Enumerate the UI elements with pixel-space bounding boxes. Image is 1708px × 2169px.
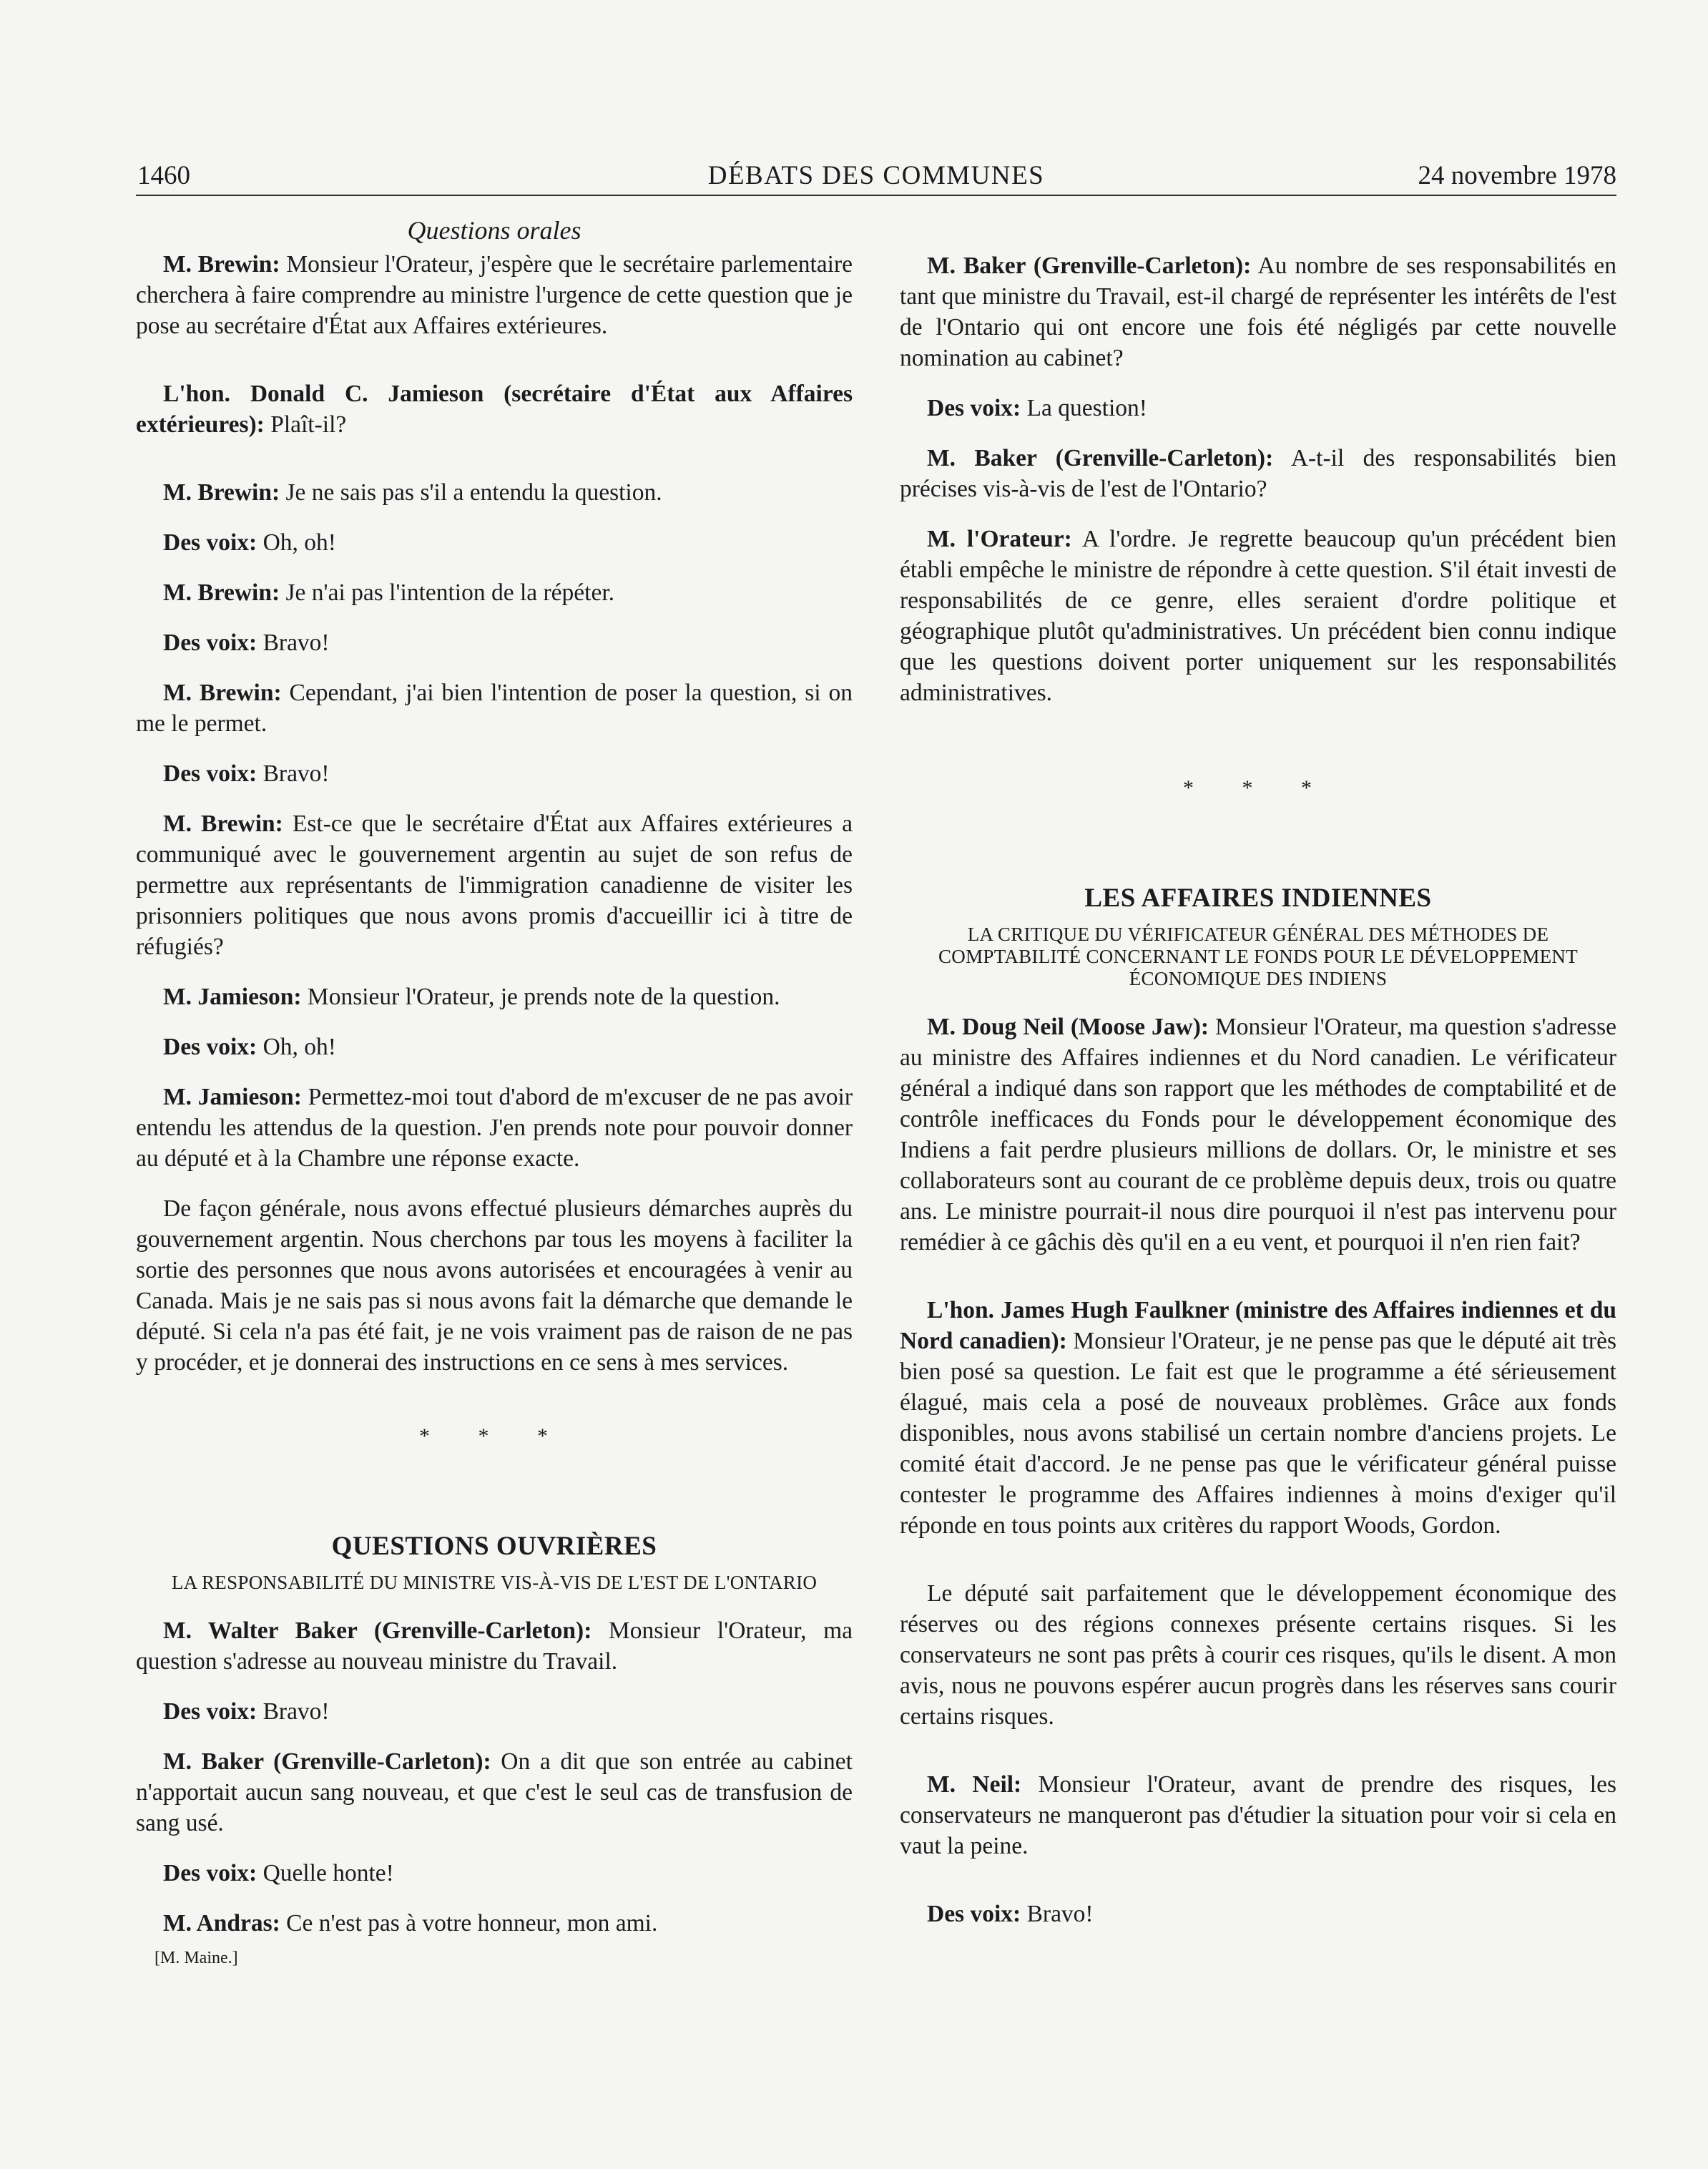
paragraph <box>136 1858 853 1889</box>
speaker: M. Baker (Grenville-Carleton): <box>927 253 1252 279</box>
speech-text: Cependant, j'ai bien l'intention de poser la question, si on me le permet. <box>136 680 853 737</box>
speaker: Des voix: <box>163 1034 257 1060</box>
paragraph <box>136 627 853 658</box>
speech-text: Bravo! <box>257 760 330 787</box>
speech-text: Monsieur l'Orateur, j'espère que le secrétaire parlementaire cherchera à faire comprendre au ministre l'urgence de cette question que je pose au secrétaire d'État aux Affaires extérieures. <box>136 251 853 339</box>
paragraph <box>136 1908 853 1939</box>
paragraph <box>900 524 1616 708</box>
paragraph <box>136 808 853 962</box>
speaker: Des voix: <box>163 760 257 787</box>
speaker: M. Brewin: <box>163 479 280 506</box>
speech-text: Oh, oh! <box>257 529 336 556</box>
speaker: M. Neil: <box>927 1771 1022 1798</box>
paragraph <box>136 1615 853 1677</box>
section-divider: * * * <box>1183 776 1333 800</box>
section-divider: * * * <box>419 1424 569 1448</box>
speech-text: Oh, oh! <box>257 1034 336 1060</box>
speaker: Des voix: <box>163 630 257 656</box>
page-header <box>136 159 1616 196</box>
paragraph <box>136 378 853 440</box>
paragraph <box>900 1769 1616 1861</box>
paragraph <box>900 1012 1616 1258</box>
speech-text: La question! <box>1021 395 1147 421</box>
speech-text: Bravo! <box>1021 1901 1094 1927</box>
paragraph <box>136 527 853 558</box>
section-heading: LES AFFAIRES INDIENNES <box>1084 883 1432 913</box>
speaker: L'hon. Donald C. Jamieson (secrétaire d'État aux Affaires extérieures): <box>136 381 853 438</box>
right-column <box>900 250 1616 1949</box>
speech-text: Plaît-il? <box>264 411 347 438</box>
left-column <box>136 207 853 1969</box>
speaker: M. Jamieson: <box>163 1084 302 1110</box>
speaker: M. Baker (Grenville-Carleton): <box>927 445 1274 471</box>
footnote: [M. Maine.] <box>154 1949 238 1967</box>
speech-text: Bravo! <box>257 630 330 656</box>
speech-text: Je n'ai pas l'intention de la répéter. <box>280 579 615 606</box>
speaker: M. Brewin: <box>163 680 282 706</box>
paragraph: Le député sait parfaitement que le développement économique des réserves ou des régions connexes présente certains risques. Si les conservateurs ne sont pas prêts à courir ces risques, qu'ils le disent. A mon avis, nous ne pouvons espérer aucun progrès dans les réserves sans courir certains risques. <box>900 1580 1616 1730</box>
paragraph <box>136 677 853 739</box>
speech-text: Permettez-moi tout d'abord de m'excuser de ne pas avoir entendu les attendus de la question. J'en prends note pour pouvoir donner au député et à la Chambre une réponse exacte. <box>136 1084 853 1172</box>
publication-title: DÉBATS DES COMMUNES <box>707 161 1045 190</box>
paragraph <box>900 443 1616 504</box>
section-heading: QUESTIONS OUVRIÈRES <box>331 1532 657 1561</box>
paragraph: De façon générale, nous avons effectué plusieurs démarches auprès du gouvernement argentin. Nous cherchons par tous les moyens à faciliter la sortie des personnes que nous avons autorisées et encouragées à venir au Canada. Mais je ne sais pas si nous avons fait la démarche que demande le député. Si cela n'a pas été fait, je ne vois vraiment pas de raison de ne pas y procéder, et je donnerai des instructions en ce sens à mes services. <box>136 1195 853 1376</box>
speech-text: Monsieur l'Orateur, ma question s'adresse au nouveau ministre du Travail. <box>136 1617 853 1675</box>
paragraph <box>900 1295 1616 1541</box>
page-number: 1460 <box>137 161 190 190</box>
speech-text: Bravo! <box>257 1698 330 1725</box>
paragraph <box>136 1082 853 1174</box>
speaker: M. Brewin: <box>163 251 280 278</box>
speech-text: Ce n'est pas à votre honneur, mon ami. <box>280 1910 658 1937</box>
speaker: Des voix: <box>163 529 257 556</box>
speaker: Des voix: <box>163 1860 257 1886</box>
speaker: Des voix: <box>927 395 1021 421</box>
paragraph <box>900 393 1616 423</box>
speech-text: A-t-il des responsabilités bien précises vis-à-vis de l'est de l'Ontario? <box>900 445 1616 502</box>
speaker: M. l'Orateur: <box>927 526 1072 552</box>
speaker: M. Andras: <box>163 1910 280 1937</box>
paragraph <box>900 250 1616 373</box>
page-date: 24 novembre 1978 <box>1418 161 1616 190</box>
paragraph <box>136 577 853 608</box>
speaker: M. Doug Neil (Moose Jaw): <box>927 1014 1209 1040</box>
speaker: Des voix: <box>163 1698 257 1725</box>
paragraph <box>136 1746 853 1838</box>
paragraph <box>136 981 853 1012</box>
paragraph <box>136 477 853 508</box>
paragraph <box>136 1696 853 1727</box>
paragraph <box>136 758 853 789</box>
speaker: M. Brewin: <box>163 811 283 837</box>
section-subheading: LA RESPONSABILITÉ DU MINISTRE VIS-À-VIS DE L'EST DE L'ONTARIO <box>171 1572 818 1593</box>
speech-text: A l'ordre. Je regrette beaucoup qu'un précédent bien établi empêche le ministre de répondre à cette question. S'il était investi de responsabilités de ce genre, elles seraient d'ordre politique et géographique plutôt qu'administratives. Un précédent bien connu indique que les questions doivent porter uniquement sur les responsabilités administratives. <box>900 526 1617 706</box>
speaker: Des voix: <box>927 1901 1021 1927</box>
speech-text: On a dit que son entrée au cabinet n'apportait aucun sang nouveau, et que c'est le seul cas de transfusion de sang usé. <box>136 1748 853 1836</box>
paragraph <box>136 1032 853 1062</box>
speech-text: Au nombre de ses responsabilités en tant que ministre du Travail, est-il chargé de représenter les intérêts de l'est de l'Ontario qui ont encore une fois été négligés par cette nouvelle nomination au cabinet? <box>900 253 1616 371</box>
section-kicker: Questions orales <box>407 216 581 245</box>
speech-text: Monsieur l'Orateur, je prends note de la question. <box>301 984 780 1010</box>
speech-text: Monsieur l'Orateur, ma question s'adresse au ministre des Affaires indiennes et du Nord canadien. Le vérificateur général a indiqué dans son rapport que les méthodes de comptabilité et de contrôle inefficaces du Fonds pour le développement économique des Indiens a fait perdre plusieurs millions de dollars. Or, le ministre et ses collaborateurs sont au courant de ce problème depuis deux, trois ou quatre ans. Le ministre pourrait-il nous dire pourquoi il n'est pas intervenu pour remédier à ce gâchis dès qu'il en a eu vent, et pourquoi il n'en rien fait? <box>900 1014 1616 1255</box>
speech-text: Je ne sais pas s'il a entendu la question. <box>280 479 662 506</box>
paragraph <box>900 1899 1616 1929</box>
speaker: M. Jamieson: <box>163 984 302 1010</box>
speaker: M. Baker (Grenville-Carleton): <box>163 1748 491 1775</box>
section-subheading: LA CRITIQUE DU VÉRIFICATEUR GÉNÉRAL DES MÉTHODES DE COMPTABILITÉ CONCERNANT LE FONDS POUR LE DÉVELOPPEMENT ÉCONOMIQUE DES INDIENS <box>938 924 1579 989</box>
speech-text: Quelle honte! <box>257 1860 394 1886</box>
speech-text: Monsieur l'Orateur, avant de prendre des risques, les conservateurs ne manqueront pas d'étudier la situation pour voir si cela en vaut la peine. <box>900 1771 1616 1859</box>
speech-text: Monsieur l'Orateur, je ne pense pas que le député ait très bien posé sa question. Le fait est que le programme a été sérieusement élagué, mais cela a posé de nouveaux problèmes. Grâce aux fonds disponibles, nous avons stabilisé un certain nombre d'anciens projets. Le comité était d'accord. Je ne pense pas que le vérificateur général puisse contester le programme des Affaires indiennes à moins d'exiger qu'il réponde en tous points aux critères du rapport Woods, Gordon. <box>900 1328 1616 1539</box>
speech-text: Est-ce que le secrétaire d'État aux Affaires extérieures a communiqué avec le gouvernement argentin au sujet de son refus de permettre aux représentants de l'immigration canadienne de visiter les prisonniers politiques que nous avons promis d'accueillir ici à titre de réfugiés? <box>136 811 853 960</box>
speaker: M. Walter Baker (Grenville-Carleton): <box>163 1617 592 1644</box>
speaker: L'hon. James Hugh Faulkner (ministre des Affaires indiennes et du Nord canadien): <box>900 1297 1616 1354</box>
paragraph <box>136 249 853 341</box>
speaker: M. Brewin: <box>163 579 280 606</box>
